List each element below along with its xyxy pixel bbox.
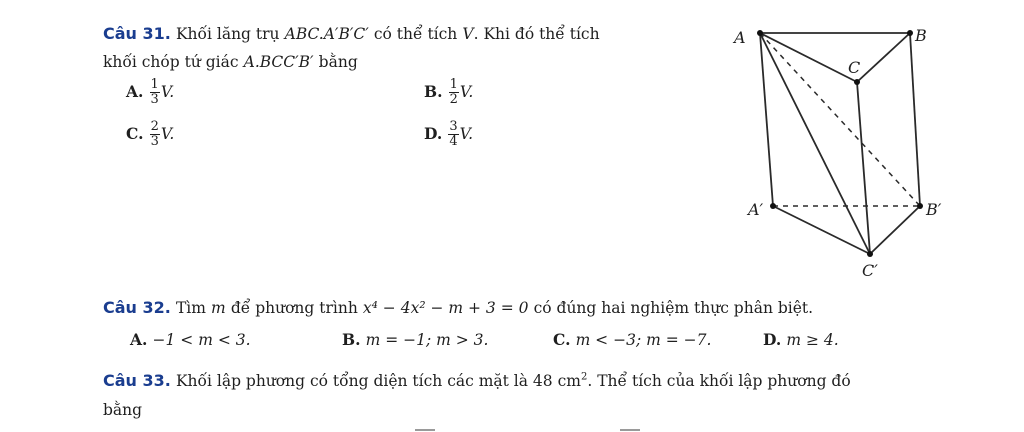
hidden-edge-ab1 bbox=[760, 33, 920, 206]
question-31-text-d: khối chóp tứ giác bbox=[103, 53, 239, 71]
option-label: D. bbox=[424, 124, 443, 143]
question-32-text-b: để phương trình bbox=[230, 299, 358, 317]
question-31-volume: V bbox=[462, 25, 474, 43]
question-32-equation: x⁴ − 4x² − m + 3 = 0 bbox=[362, 299, 529, 317]
option-label: A. bbox=[130, 330, 148, 349]
question-31-pyramid: A.BCC′B′ bbox=[243, 53, 314, 71]
vertex-c1 bbox=[867, 251, 873, 257]
vertex-b1 bbox=[917, 203, 923, 209]
fraction-numerator: 1 bbox=[150, 77, 159, 92]
label-c: C bbox=[848, 58, 861, 77]
question-32 bbox=[103, 298, 813, 317]
label-b: B bbox=[915, 26, 927, 45]
fraction-denominator: 3 bbox=[150, 92, 159, 107]
option-value: m < −3; m = −7. bbox=[575, 331, 712, 349]
vertex-c bbox=[854, 79, 860, 85]
option-variable: V. bbox=[160, 83, 175, 101]
option-value: m ≥ 4. bbox=[786, 331, 839, 349]
option-label: C. bbox=[126, 124, 144, 143]
edge-bc bbox=[857, 33, 910, 82]
option-label: D. bbox=[763, 330, 782, 349]
fraction-denominator: 3 bbox=[150, 134, 159, 149]
question-33-text-a: Khối lập phương có tổng diện tích các mặt là 48 cm bbox=[175, 372, 581, 390]
question-32-text-a: Tìm bbox=[175, 299, 206, 317]
question-32-option-d[interactable] bbox=[763, 330, 839, 349]
edge-aa1 bbox=[760, 33, 773, 206]
question-33-line-2: bằng bbox=[103, 401, 143, 419]
option-label: C. bbox=[553, 330, 571, 349]
question-31-text-e: bằng bbox=[318, 53, 358, 71]
option-label: B. bbox=[342, 330, 361, 349]
question-32-variable: m bbox=[211, 299, 226, 317]
vertex-a bbox=[757, 30, 763, 36]
option-variable: V. bbox=[160, 125, 175, 143]
question-33 bbox=[103, 371, 851, 390]
question-31-text-c: . Khi đó thể tích bbox=[473, 25, 600, 43]
question-31-text-b: có thể tích bbox=[373, 25, 458, 43]
bottom-mark bbox=[620, 429, 640, 431]
fraction-numerator: 3 bbox=[449, 119, 458, 134]
fraction-denominator: 2 bbox=[449, 92, 458, 107]
label-a: A bbox=[734, 28, 746, 47]
question-31-prism: ABC.A′B′C′ bbox=[284, 25, 369, 43]
question-33-heading: Câu 33. bbox=[103, 371, 171, 390]
vertex-a1 bbox=[770, 203, 776, 209]
fraction-numerator: 1 bbox=[449, 77, 458, 92]
edge-a1c1 bbox=[773, 206, 870, 254]
question-32-option-b[interactable] bbox=[342, 330, 488, 349]
label-b1: B′ bbox=[926, 200, 942, 219]
vertex-b bbox=[907, 30, 913, 36]
option-variable: V. bbox=[459, 83, 474, 101]
edge-cc1 bbox=[857, 82, 870, 254]
option-label: A. bbox=[126, 82, 144, 101]
label-a1: A′ bbox=[748, 200, 764, 219]
question-33-exponent: 2 bbox=[580, 371, 588, 383]
edge-b1c1 bbox=[870, 206, 920, 254]
question-32-heading: Câu 32. bbox=[103, 298, 171, 317]
label-c1: C′ bbox=[862, 261, 878, 280]
fraction-denominator: 4 bbox=[449, 134, 458, 149]
question-32-option-c[interactable] bbox=[553, 330, 711, 349]
bottom-mark bbox=[415, 429, 435, 431]
option-value: m = −1; m > 3. bbox=[365, 331, 489, 349]
edge-ac bbox=[760, 33, 857, 82]
option-variable: V. bbox=[459, 125, 474, 143]
question-31-text-a: Khối lăng trụ bbox=[175, 25, 280, 43]
question-33-text-b: . Thể tích của khối lập phương đó bbox=[587, 372, 851, 390]
edge-bb1 bbox=[910, 33, 920, 206]
question-32-option-a[interactable] bbox=[130, 330, 251, 349]
option-value: −1 < m < 3. bbox=[152, 331, 251, 349]
fraction-numerator: 2 bbox=[150, 119, 159, 134]
question-32-text-c: có đúng hai nghiệm thực phân biệt. bbox=[533, 299, 814, 317]
question-31-heading: Câu 31. bbox=[103, 24, 171, 43]
option-label: B. bbox=[424, 82, 443, 101]
